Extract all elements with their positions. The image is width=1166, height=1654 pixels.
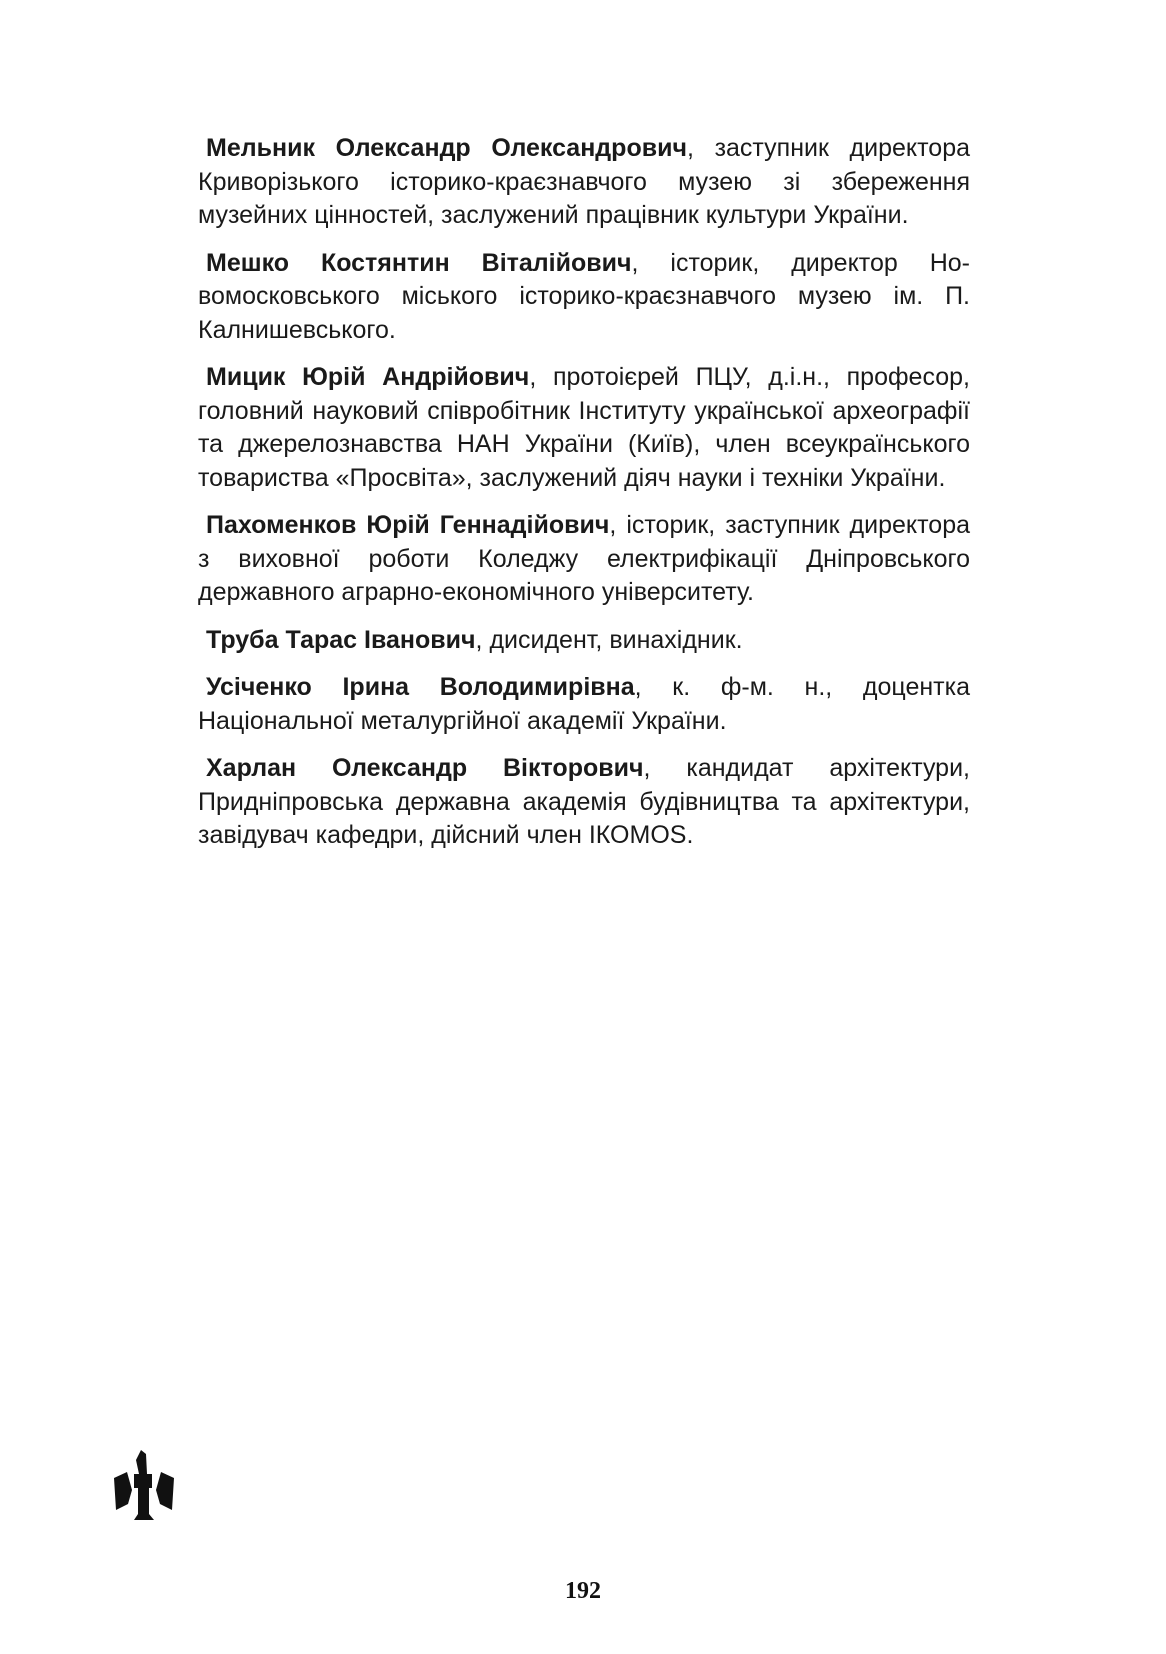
- entry-description: , заступник директора Криворізького історико-краєзнавчого музею зі збереження музейних цінностей, заслужений працівник культури України.: [198, 134, 971, 229]
- entry-name: Мельник Олександр Олександрович: [206, 134, 687, 162]
- entry-description: , історик, директор Новомосковського міського історико-краєзнавчого музею ім. П. Калнишевського.: [198, 248, 970, 344]
- entry-melnyk: [198, 132, 970, 233]
- entry-description: , протоієрей ПЦУ, д.і.н., професор, головний науковий співробітник Інституту української археографії та джерелознавства НАН України (Київ), член всеукраїнського товариства «Просвіта», заслужений діяч науки і техніки України.: [198, 363, 970, 492]
- entry-mytsyk: [198, 361, 970, 495]
- entry-name: Усіченко Ірина Володимирівна: [206, 673, 635, 701]
- entries-list: [198, 132, 970, 867]
- entry-description: , к. ф-м. н., доцентка Національної металургійної академії України.: [198, 673, 970, 735]
- entry-description: , дисидент, винахідник.: [475, 625, 743, 654]
- entry-truba: [198, 624, 970, 658]
- trident-emblem-icon: [114, 1450, 174, 1520]
- entry-name: Мицик Юрій Андрійович: [206, 363, 530, 391]
- entry-description: , кандидат архітектури, Придніпровська державна академія будівництва та архітектури, завідувач кафедри, дійсний член ІКОМОS.: [198, 754, 970, 849]
- page-number: 192: [565, 1578, 601, 1604]
- entry-meshko: [198, 247, 970, 348]
- entry-name: Пахоменков Юрій Геннадійович: [206, 511, 610, 539]
- entry-pakhomenkov: [198, 509, 970, 610]
- entry-kharlan: [198, 752, 970, 853]
- entry-name: Мешко Костянтин Віталійович: [206, 248, 632, 277]
- entry-description: , історик, заступник директора з виховної роботи Коледжу електрифікації Дніпровського державного аграрно-економічного університету.: [198, 511, 970, 606]
- entry-name: Труба Тарас Іванович: [206, 625, 476, 654]
- entry-name: Харлан Олександр Вікторович: [206, 754, 644, 782]
- entry-usichenko: [198, 671, 970, 738]
